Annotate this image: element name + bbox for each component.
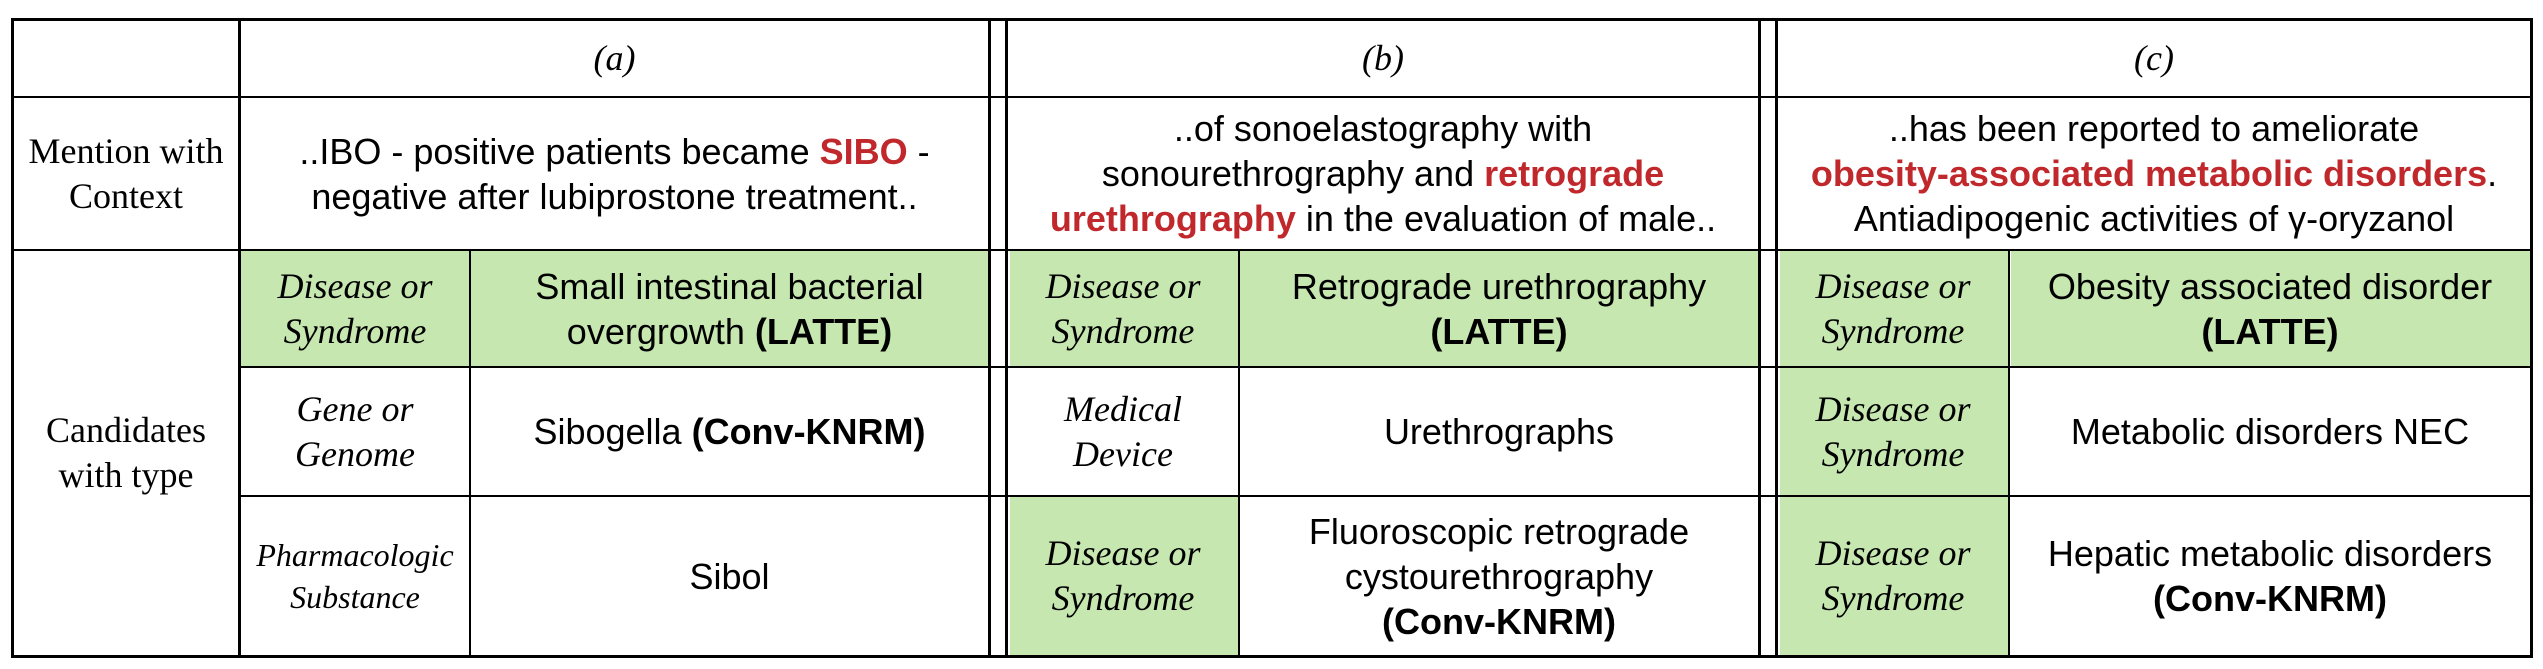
panel-label-b	[1008, 21, 1758, 96]
col-line-bc-1	[1758, 18, 1761, 658]
cand-c3-name-line1: Hepatic metabolic disorders	[2047, 533, 2493, 574]
panel-label-a-text: (a)	[593, 38, 636, 78]
cand-b1-name	[1240, 251, 1758, 366]
cand-c3-model: (Conv-KNRM)	[2153, 578, 2387, 619]
context-b-line2	[1102, 151, 1664, 196]
cand-b2-name-line1: Urethrographs	[1383, 411, 1615, 452]
cand-c3-type-line1: Disease or	[1815, 533, 1971, 573]
col-line-ab-1	[988, 18, 991, 658]
row-header-mention-line2: Context	[69, 175, 183, 216]
cand-c1-type	[1778, 251, 2008, 366]
cand-c3-type-line2: Syndrome	[1821, 578, 1965, 618]
row-header-candidates-line2: with type	[58, 455, 194, 495]
context-b-line3	[1050, 196, 1716, 241]
cand-a3-type-line2: Substance	[290, 579, 420, 615]
cand-b3-type-line1: Disease or	[1045, 533, 1201, 573]
cand-c2-type-line1: Disease or	[1815, 388, 1971, 429]
context-b-mention-part2: urethrography	[1049, 198, 1296, 239]
cand-b2-type	[1008, 368, 1238, 495]
cand-a1-type-line1: Disease or	[277, 265, 433, 306]
cand-a1-name	[471, 251, 988, 366]
cand-a2-name-text: Sibogella	[533, 411, 692, 452]
cand-b1-type-line2: Syndrome	[1051, 310, 1195, 351]
cand-c2-type	[1778, 368, 2008, 495]
context-c-line2	[1811, 151, 2497, 196]
panel-label-c	[1778, 21, 2530, 96]
context-b-line2-before: sonourethrography and	[1101, 153, 1485, 194]
cand-c3-type	[1778, 497, 2008, 655]
cand-a2-model: (Conv-KNRM)	[691, 411, 926, 452]
cand-a1-name-line2-text: overgrowth	[566, 310, 755, 352]
context-a	[241, 98, 988, 249]
panel-label-b-text: (b)	[1362, 38, 1404, 78]
cand-a3-type	[241, 497, 469, 655]
context-b-mention-part1: retrograde	[1484, 153, 1665, 194]
cand-a3-name	[471, 497, 988, 655]
cand-b3-type	[1008, 497, 1238, 655]
border-right	[2530, 18, 2533, 658]
cand-b1-type	[1008, 251, 1238, 366]
cand-c1-name	[2010, 251, 2530, 366]
cand-a2-type-line2: Genome	[295, 433, 415, 474]
context-b-line3-after: in the evaluation of male..	[1295, 198, 1717, 239]
cand-a2-type-line1: Gene or	[296, 388, 414, 429]
cand-b3-model: (Conv-KNRM)	[1382, 600, 1616, 642]
context-a-after: -	[907, 130, 930, 172]
cand-b2-type-line1: Medical	[1064, 388, 1182, 429]
panel-label-a	[241, 21, 988, 96]
cand-b1-type-line1: Disease or	[1045, 265, 1201, 306]
cand-a3-type-line1: Pharmacologic	[256, 537, 454, 573]
cand-c2-name-line1: Metabolic disorders NEC	[2070, 411, 2470, 452]
context-c-after-mention: .	[2487, 153, 2498, 194]
row-header-mention	[14, 98, 238, 249]
context-a-before: ..IBO - positive patients became	[299, 130, 820, 172]
cand-a1-name-line1: Small intestinal bacterial	[535, 265, 924, 307]
border-bottom	[11, 655, 2533, 658]
cand-c1-model: (LATTE)	[2201, 310, 2339, 352]
panel-label-c-text: (c)	[2134, 38, 2174, 78]
cand-c2-name	[2010, 368, 2530, 495]
cand-a1-type-line2: Syndrome	[283, 310, 427, 351]
cand-c1-type-line1: Disease or	[1815, 265, 1971, 306]
cand-c3-name	[2010, 497, 2530, 655]
context-a-line2: negative after lubiprostone treatment..	[311, 175, 918, 217]
context-c-line1: ..has been reported to ameliorate	[1888, 108, 2420, 149]
context-c-mention: obesity-associated metabolic disorders	[1810, 153, 2488, 194]
cand-b3-name-line1: Fluoroscopic retrograde	[1308, 510, 1690, 552]
context-b	[1008, 98, 1758, 249]
cand-a3-name-line1: Sibol	[689, 555, 770, 597]
cand-a1-model: (LATTE)	[754, 310, 893, 352]
cand-b3-type-line2: Syndrome	[1051, 578, 1195, 618]
context-b-line1: ..of sonoelastography with	[1173, 108, 1593, 149]
cand-a2-name	[471, 368, 988, 495]
cand-b3-name	[1240, 497, 1758, 655]
cand-c1-name-line1: Obesity associated disorder	[2047, 265, 2493, 307]
context-c-line3: Antiadipogenic activities of γ-oryzanol	[1853, 198, 2455, 239]
cand-b2-type-line2: Device	[1073, 433, 1173, 474]
cand-b1-model: (LATTE)	[1430, 310, 1568, 352]
cand-b1-name-line1: Retrograde urethrography	[1291, 265, 1707, 307]
context-c	[1778, 98, 2530, 249]
cand-a1-name-line2	[567, 309, 892, 354]
cand-b2-name	[1240, 368, 1758, 495]
context-a-mention: SIBO	[819, 130, 908, 172]
cand-b3-name-line2: cystourethrography	[1344, 555, 1654, 597]
cand-a2-type	[241, 368, 469, 495]
row-header-candidates	[14, 251, 238, 655]
context-a-line1	[299, 129, 929, 174]
cand-a2-name-line1	[533, 409, 925, 454]
cand-c1-type-line2: Syndrome	[1821, 310, 1965, 351]
cand-a1-type	[241, 251, 469, 366]
row-header-mention-line1: Mention with	[28, 130, 224, 171]
cand-c2-type-line2: Syndrome	[1821, 433, 1965, 474]
row-header-candidates-line1: Candidates	[46, 410, 206, 450]
